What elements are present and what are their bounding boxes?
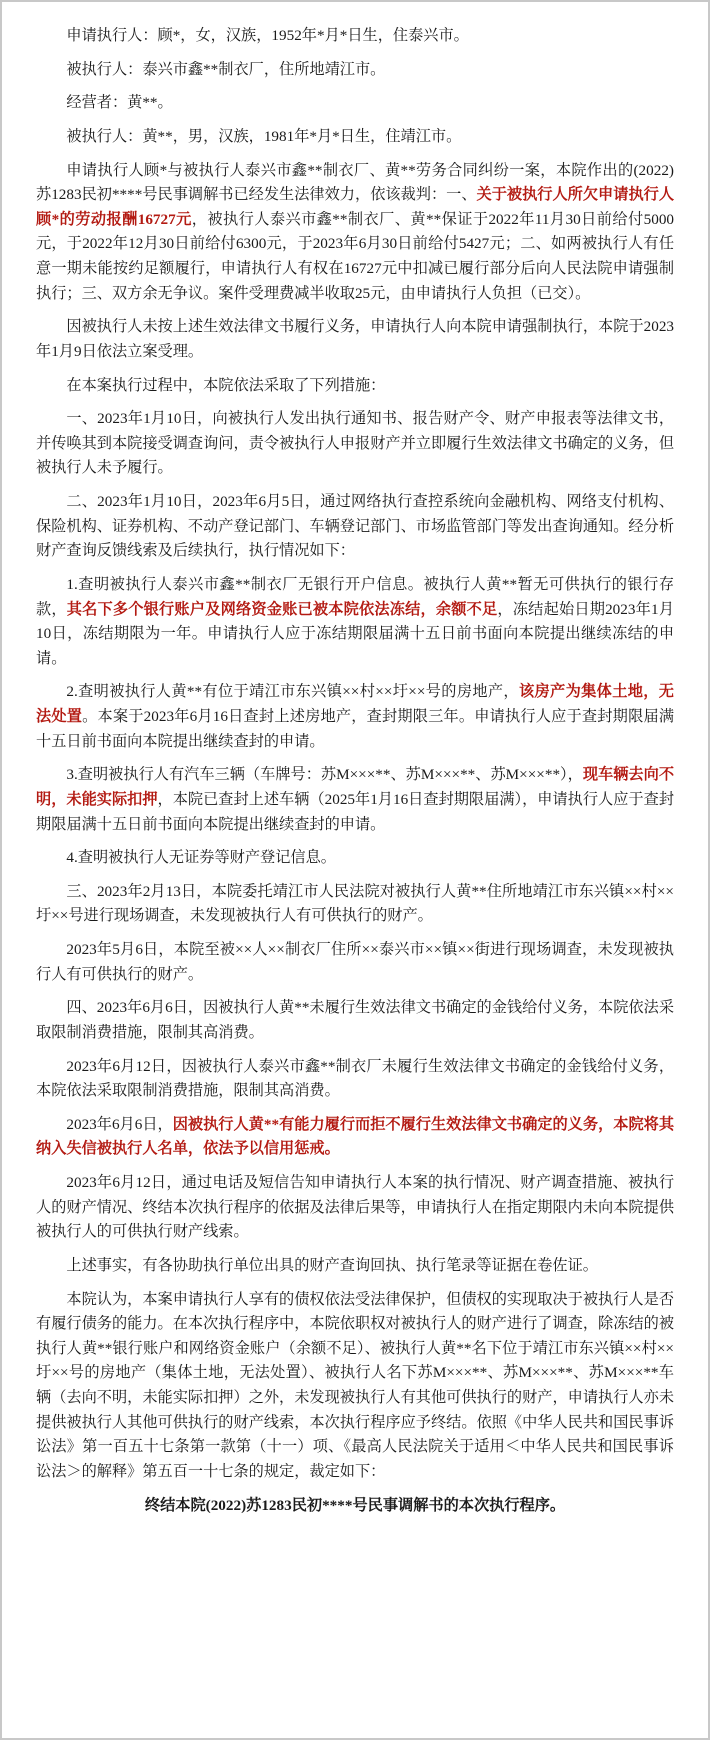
paragraph-case-filing (36, 315, 674, 364)
text-run: 2023年6月6日， (66, 1115, 173, 1133)
text-run: ，冻结起始日期2023年1月10日，冻结期限为一年。申请执行人应于冻结期限届满十五日前书面向本院提出继续冻结的申请。 (36, 600, 675, 667)
text-run: 在本案执行过程中，本院依法采取了下列措施： (66, 376, 386, 394)
ruling-text: 终结本院(2022)苏1283民初****号民事调解书的本次执行程序。 (144, 1496, 566, 1514)
paragraph-finding-3 (36, 763, 674, 837)
text-run: 。本案于2023年6月16日查封上述房地产，查封期限三年。申请执行人应于查封期限届满十五日前书面向本院提出继续查封的申请。 (36, 708, 675, 750)
paragraph-operator (36, 91, 674, 116)
paragraph-respondent-person (36, 125, 674, 150)
paragraph-measure-4b (36, 1055, 674, 1104)
text-run: 1.查明被执行人泰兴市鑫**制衣厂无银行开户信息。被执行人黄**暂无可供执行的银行存款， (36, 575, 674, 618)
text-run: 二、2023年1月10日，2023年6月5日，通过网络执行查控系统向金融机构、网络支付机构、保险机构、证券机构、不动产登记部门、车辆登记部门、市场监管部门等发出查询通知。经分析财产查询反馈线索及后续执行，执行情况如下： (36, 493, 674, 560)
paragraph-finding-1 (36, 573, 674, 672)
text-run: 被执行人：黄**，男，汉族，1981年*月*日生，住靖江市。 (66, 127, 462, 145)
document-body (36, 24, 674, 1518)
text-run: 4.查明被执行人无证券等财产登记信息。 (66, 849, 336, 867)
paragraph-measure-4 (36, 996, 674, 1045)
paragraph-measures-intro (36, 374, 674, 399)
paragraph-measure-1 (36, 407, 674, 481)
text-run: 上述事实，有各协助执行单位出具的财产查询回执、执行笔录等证据在卷佐证。 (66, 1256, 598, 1274)
paragraph-finding-2 (36, 680, 674, 754)
highlighted-text: 因被执行人黄**有能力履行而拒不履行生效法律文书确定的义务，本院将其纳入失信被执行人名单，依法予以信用惩戒。 (36, 1115, 675, 1158)
text-run: 3.查明被执行人有汽车三辆（车牌号：苏М×××**、苏М×××**、苏М×××**）， (66, 766, 583, 784)
highlighted-text: 关于被执行人所欠申请执行人顾*的劳动报酬16727元 (36, 186, 675, 228)
text-run: 2023年6月12日，通过电话及短信告知申请执行人本案的执行情况、财产调查措施、被执行人的财产情况、终结本次执行程序的依据及法律后果等，申请执行人在指定期限内未向本院提供被执行人的可供执行财产线索。 (36, 1174, 674, 1241)
paragraph-case-summary (36, 159, 674, 307)
text-run: 被执行人：泰兴市鑫**制衣厂，住所地靖江市。 (66, 60, 386, 78)
text-run: ，被执行人泰兴市鑫**制衣厂、黄**保证于2022年11月30日前给付5000元，于2022年12月30日前给付6300元，于2023年6月30日前给付5427元；二、如两被执行人有任意一期未能按约足额履行，申请执行人有权在16727元中扣减已履行部分后向人民法院申请强制执行；三、双方余无争议。案件受理费减半收取25元，由申请执行人负担（已交）。 (36, 210, 675, 302)
text-run: 经营者：黄**。 (66, 94, 173, 112)
text-run: 一、2023年1月10日，向被执行人发出执行通知书、报告财产令、财产申报表等法律文书，并传唤其到本院接受调查询问，责令被执行人申报财产并立即履行生效法律文书确定的义务，但被执行人未予履行。 (36, 410, 674, 477)
text-run: 本院认为，本案申请执行人享有的债权依法受法律保护，但债权的实现取决于被执行人是否有履行债务的能力。在本次执行程序中，本院依职权对被执行人的财产进行了调查，除冻结的被执行人黄**银行账户和网络资金账户（余额不足）、被执行人黄**名下位于靖江市东兴镇××村××圩××号的房地产（集体土地，无法处置）、被执行人名下苏М×××**、苏М×××**、苏М×××**车辆（去向不明，未能实际扣押）之外，未发现被执行人有其他可供执行的财产，申请执行人亦未提供被执行人其他可供执行的财产线索，本次执行程序应予终结。依照《中华人民共和国民事诉讼法》第一百五十七条第一款第（十一）项、《最高人民法院关于适用＜中华人民共和国民事诉讼法＞的解释》第五百一十七条的规定，裁定如下： (36, 1290, 674, 1480)
text-run: 2.查明被执行人黄**有位于靖江市东兴镇××村××圩××号的房地产， (66, 683, 519, 701)
paragraph-measure-6 (36, 1171, 674, 1245)
paragraph-measure-3b (36, 938, 674, 987)
paragraph-measure-3 (36, 880, 674, 929)
document-tail-space (36, 1527, 674, 1533)
paragraph-court-opinion (36, 1288, 674, 1485)
highlighted-text: 该房产为集体土地，无法处置 (36, 683, 674, 725)
paragraph-measure-2 (36, 490, 674, 564)
highlighted-text: 现车辆去向不明，未能实际扣押 (36, 766, 675, 808)
text-run: 四、2023年6月6日，因被执行人黄**未履行生效法律文书确定的金钱给付义务，本院依法采取限制消费措施，限制其高消费。 (36, 999, 674, 1041)
paragraph-respondent-factory (36, 58, 674, 83)
text-run: 三、2023年2月13日，本院委托靖江市人民法院对被执行人黄**住所地靖江市东兴镇××村××圩××号进行现场调查，未发现被执行人有可供执行的财产。 (36, 882, 674, 925)
paragraph-applicant (36, 24, 674, 49)
paragraph-ruling (36, 1494, 674, 1519)
paragraph-measure-5 (36, 1113, 674, 1162)
text-run: 2023年5月6日，本院至被××人××制衣厂住所××泰兴市××镇××街进行现场调查，未发现被执行人有可供执行的财产。 (36, 941, 674, 983)
paragraph-evidence (36, 1254, 674, 1279)
paragraph-finding-4 (36, 846, 674, 871)
text-run: ，本院已查封上述车辆（2025年1月16日查封期限届满），申请执行人应于查封期限届满十五日前书面向本院提出继续查封的申请。 (36, 790, 675, 833)
text-run: 申请执行人顾*与被执行人泰兴市鑫**制衣厂、黄**劳务合同纠纷一案，本院作出的(2022)苏1283民初****号民事调解书已经发生法律效力，依该裁判：一、 (36, 161, 674, 204)
text-run: 2023年6月12日，因被执行人泰兴市鑫**制衣厂未履行生效法律文书确定的金钱给付义务，本院依法采取限制消费措施，限制其高消费。 (36, 1057, 674, 1100)
text-run: 因被执行人未按上述生效法律文书履行义务，申请执行人向本院申请强制执行，本院于2023年1月9日依法立案受理。 (36, 318, 674, 360)
highlighted-text: 其名下多个银行账户及网络资金账已被本院依法冻结，余额不足 (66, 600, 498, 618)
text-run: 申请执行人：顾*，女，汉族，1952年*月*日生，住泰兴市。 (66, 27, 469, 44)
